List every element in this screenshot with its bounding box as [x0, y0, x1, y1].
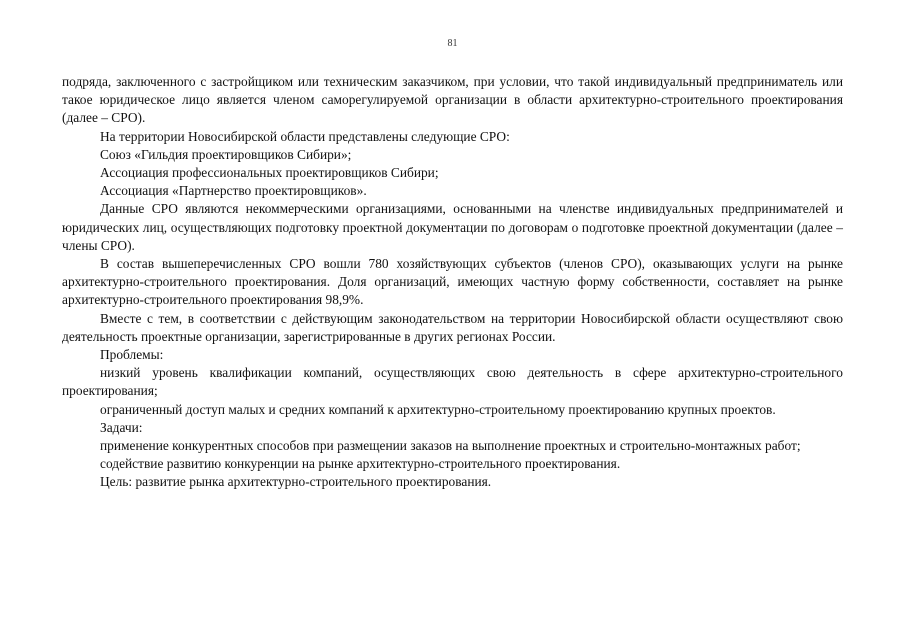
- paragraph-sro-members: В состав вышеперечисленных СРО вошли 780 хозяйствующих субъектов (членов СРО), оказывающих услуги на рынке архитектурно-строительного проектирования. Доля организаций, имеющих частную форму собственности, составляет на рынке архитектурно-строительного проектирования 98,9%.: [62, 256, 843, 308]
- paragraph-sro-description: Данные СРО являются некоммерческими организациями, основанными на членстве индивидуальных предпринимателей и юридических лиц, осуществляющих подготовку проектной документации по договорам о подготовке проектной документации (далее – члены СРО).: [62, 201, 843, 253]
- heading-problems: Проблемы:: [100, 347, 164, 363]
- document-body: [62, 73, 843, 492]
- paragraph-other-regions: Вместе с тем, в соответствии с действующим законодательством на территории Новосибирской области осуществляют свою деятельность проектные организации, зарегистрированные в других регионах России.: [62, 310, 843, 344]
- list-item-sro-partnership: Ассоциация «Партнерство проектировщиков».: [100, 183, 367, 199]
- heading-tasks: Задачи:: [100, 419, 143, 435]
- paragraph-goal: Цель: развитие рынка архитектурно-строительного проектирования.: [100, 474, 492, 490]
- paragraph-contract-continuation: подряда, заключенного с застройщиком или техническим заказчиком, при условии, что такой индивидуальный предприниматель или такое юридическое лицо является членом саморегулируемой организации в области архитектурно-строительного проектирования (далее – СРО).: [62, 74, 843, 126]
- page-number: 81: [447, 38, 458, 49]
- list-item-task-competition: содействие развитию конкуренции на рынке архитектурно-строительного проектирования.: [100, 456, 621, 472]
- list-item-sro-association: Ассоциация профессиональных проектировщиков Сибири;: [100, 165, 439, 181]
- list-item-problem-access: ограниченный доступ малых и средних компаний к архитектурно-строительному проектированию крупных проектов.: [100, 401, 776, 417]
- list-item-problem-qualification: низкий уровень квалификации компаний, осуществляющих свою деятельность в сфере архитектурно-строительного проектирования;: [62, 365, 843, 399]
- list-item-task-competitive: применение конкурентных способов при размещении заказов на выполнение проектных и строительно-монтажных работ;: [100, 438, 801, 454]
- paragraph-sro-intro: На территории Новосибирской области представлены следующие СРО:: [100, 128, 510, 144]
- list-item-sro-guild: Союз «Гильдия проектировщиков Сибири»;: [100, 146, 352, 162]
